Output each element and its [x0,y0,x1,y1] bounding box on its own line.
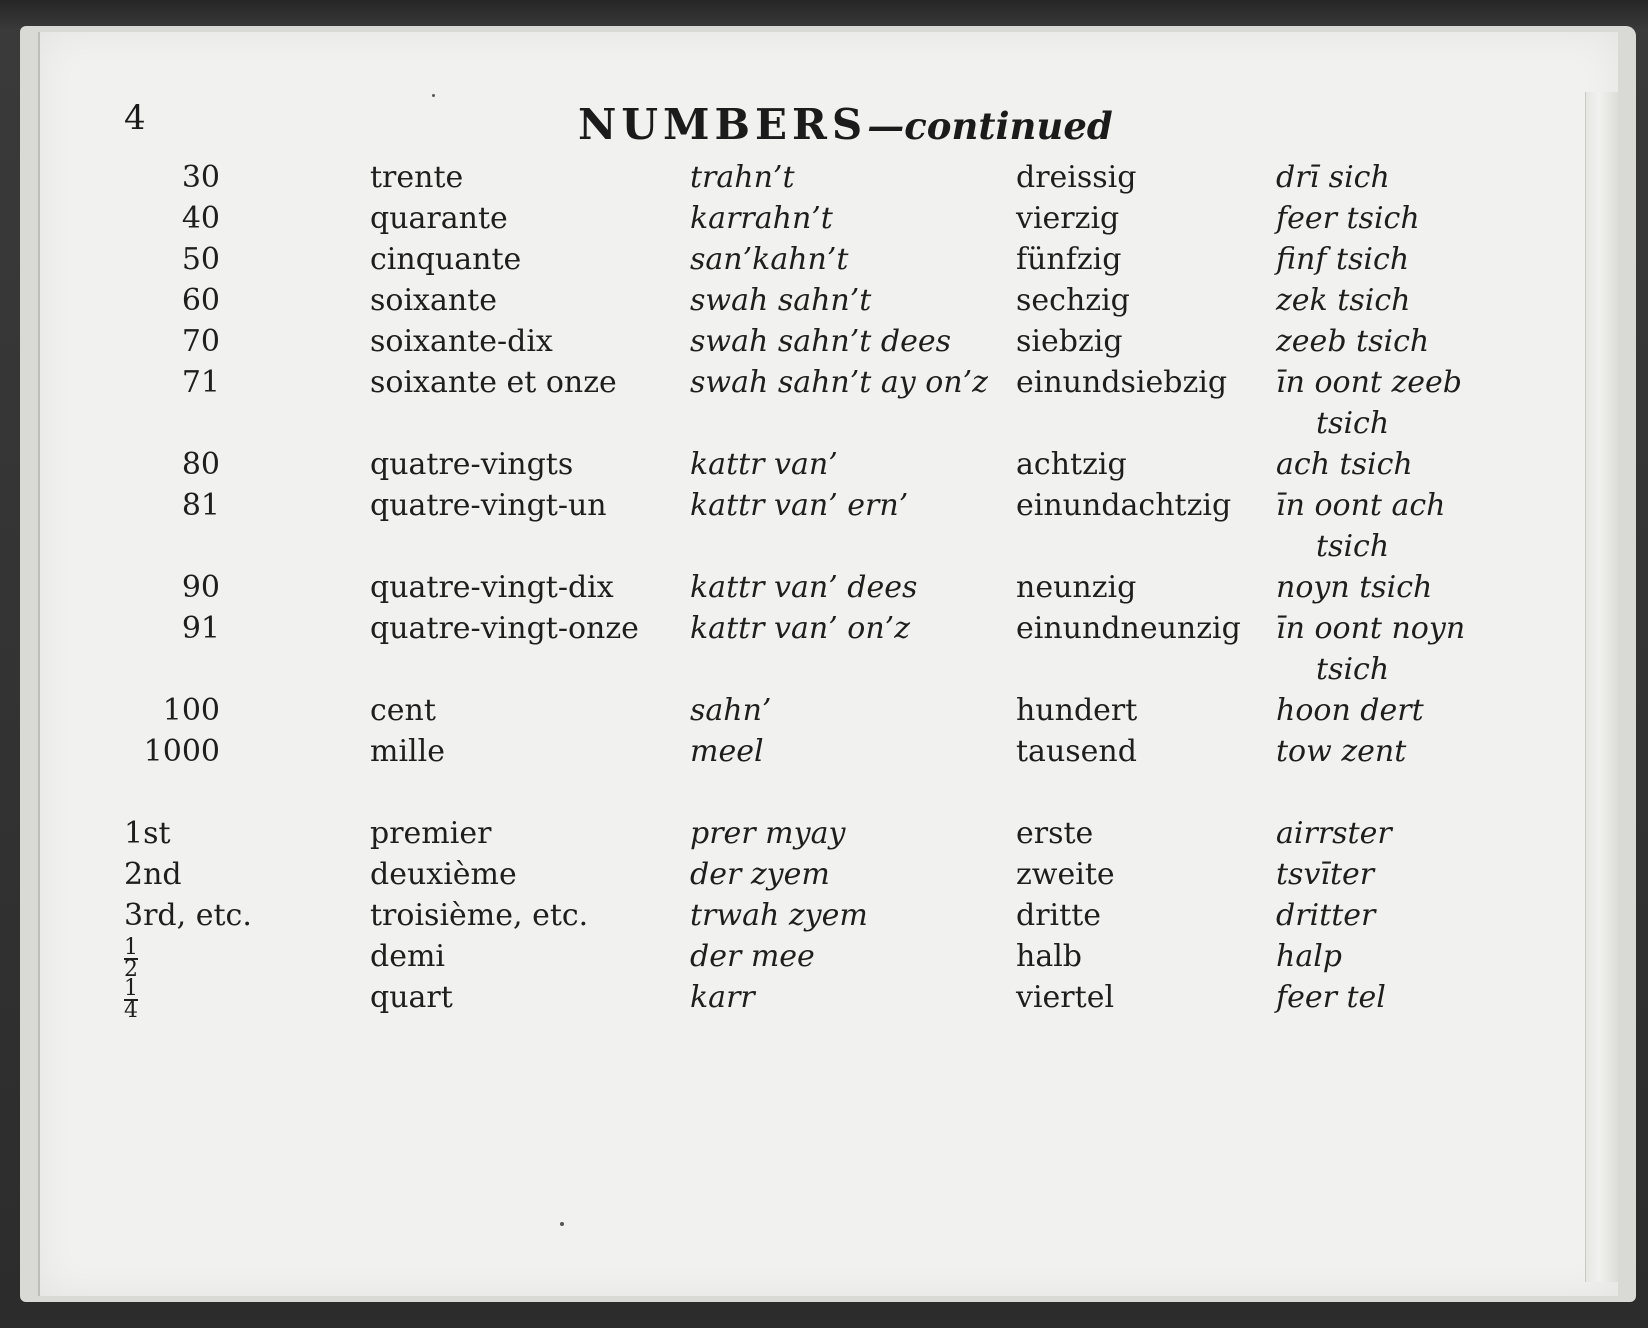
number-cell [124,976,220,1023]
french-word-cell: deuxième [370,857,517,892]
french-pronunciation-cell: trahn’t [690,160,795,195]
german-pronunciation-cell: zeeb tsich [1276,324,1430,359]
french-word-cell: quatre-vingts [370,447,574,482]
french-word-cell: mille [370,734,445,769]
dust-speck [560,1222,564,1226]
fraction-denominator: 4 [124,998,138,1023]
page-edge [1585,92,1618,1282]
table-row [0,976,1540,1023]
fraction [124,976,138,1023]
french-pronunciation-cell: meel [690,734,764,769]
page-number: 4 [124,98,146,138]
french-word-cell: quatre-vingt-onze [370,611,639,646]
german-word-cell: einundachtzig [1016,488,1232,523]
german-word-cell: hundert [1016,693,1138,728]
table-row [0,898,1540,940]
german-pronunciation-cell: noyn tsich [1276,570,1433,605]
german-word-cell: dritte [1016,898,1102,933]
german-word-cell: einundsiebzig [1016,365,1228,400]
number-cell: 3rd, etc. [124,898,252,933]
number-cell: 90 [181,570,220,605]
table-row [0,611,1540,687]
french-word-cell: soixante [370,283,497,318]
french-pronunciation-cell: swah sahn’t dees [690,324,951,359]
german-word-cell: einundneunzig [1016,611,1241,646]
german-pronunciation-cell: tsvīter [1276,857,1375,892]
german-pronunciation-cell: airrster [1276,816,1392,851]
german-pronunciation-continuation: tsich [1316,406,1390,441]
french-pronunciation-cell: sahn’ [690,693,772,728]
page-title [578,100,1113,149]
german-pronunciation-cell: īn oont ach [1276,488,1446,523]
table-row [0,201,1540,243]
german-word-cell: erste [1016,816,1094,851]
german-word-cell: neunzig [1016,570,1137,605]
german-pronunciation-cell: halp [1276,939,1343,974]
french-word-cell: quarante [370,201,508,236]
table-row [0,570,1540,612]
german-pronunciation-cell: finf tsich [1276,242,1410,277]
table-row [0,734,1540,776]
german-word-cell: vierzig [1016,201,1120,236]
table-row [0,447,1540,489]
french-word-cell: trente [370,160,464,195]
number-cell: 1000 [143,734,220,769]
table-row [0,160,1540,202]
french-pronunciation-cell: kattr van’ [690,447,838,482]
french-pronunciation-cell: san’kahn’t [690,242,849,277]
table-row [0,242,1540,284]
table-row [0,693,1540,735]
fraction-numerator: 1 [124,976,138,1001]
german-pronunciation-cell: dritter [1276,898,1376,933]
number-cell: 80 [181,447,220,482]
table-row [0,324,1540,366]
french-pronunciation-cell: swah sahn’t [690,283,872,318]
french-word-cell: premier [370,816,492,851]
dust-speck [432,94,435,97]
german-word-cell: tausend [1016,734,1137,769]
german-word-cell: fünfzig [1016,242,1122,277]
german-pronunciation-cell: drī sich [1276,160,1390,195]
french-pronunciation-cell: kattr van’ on’z [690,611,911,646]
german-pronunciation-cell: zek tsich [1276,283,1411,318]
french-word-cell: troisième, etc. [370,898,589,933]
french-word-cell: quatre-vingt-un [370,488,607,523]
table-row [0,488,1540,564]
french-word-cell: soixante-dix [370,324,553,359]
french-pronunciation-cell: kattr van’ ern’ [690,488,909,523]
number-cell: 30 [181,160,220,195]
number-cell: 100 [162,693,220,728]
german-word-cell: siebzig [1016,324,1123,359]
german-word-cell: viertel [1016,980,1115,1015]
french-pronunciation-cell: prer myay [690,816,846,851]
fraction-numerator: 1 [124,935,138,960]
number-cell [124,935,220,982]
french-pronunciation-cell: der zyem [690,857,830,892]
number-cell: 70 [181,324,220,359]
french-pronunciation-cell: trwah zyem [690,898,868,933]
table-row [0,935,1540,982]
german-pronunciation-cell: ach tsich [1276,447,1413,482]
table-row [0,365,1540,441]
german-pronunciation-cell: īn oont zeeb [1276,365,1463,400]
german-word-cell: dreissig [1016,160,1137,195]
title-suffix: —continued [867,104,1113,148]
french-pronunciation-cell: karrahn’t [690,201,833,236]
german-pronunciation-cell: īn oont noyn [1276,611,1466,646]
number-cell: 71 [181,365,220,400]
german-pronunciation-cell: tow zent [1276,734,1407,769]
french-word-cell: cent [370,693,436,728]
german-pronunciation-continuation: tsich [1316,652,1390,687]
french-word-cell: quart [370,980,453,1015]
french-pronunciation-cell: karr [690,980,755,1015]
german-word-cell: sechzig [1016,283,1130,318]
number-cell: 50 [181,242,220,277]
german-word-cell: zweite [1016,857,1115,892]
number-cell: 1st [124,816,171,851]
number-cell: 2nd [124,857,182,892]
title-main: NUMBERS [578,100,868,149]
table-row [0,816,1540,858]
german-pronunciation-continuation: tsich [1316,529,1390,564]
french-pronunciation-cell: swah sahn’t ay on’z [690,365,988,400]
fraction-denominator: 2 [124,957,138,982]
german-word-cell: halb [1016,939,1083,974]
french-pronunciation-cell: der mee [690,939,815,974]
german-pronunciation-cell: hoon dert [1276,693,1424,728]
french-word-cell: demi [370,939,445,974]
number-cell: 91 [181,611,220,646]
french-word-cell: soixante et onze [370,365,617,400]
german-pronunciation-cell: feer tsich [1276,201,1420,236]
number-cell: 40 [181,201,220,236]
number-cell: 60 [181,283,220,318]
table-row [0,283,1540,325]
table-row [0,857,1540,899]
french-pronunciation-cell: kattr van’ dees [690,570,918,605]
fraction [124,935,138,982]
german-word-cell: achtzig [1016,447,1127,482]
french-word-cell: quatre-vingt-dix [370,570,614,605]
french-word-cell: cinquante [370,242,522,277]
number-cell: 81 [181,488,220,523]
german-pronunciation-cell: feer tel [1276,980,1386,1015]
